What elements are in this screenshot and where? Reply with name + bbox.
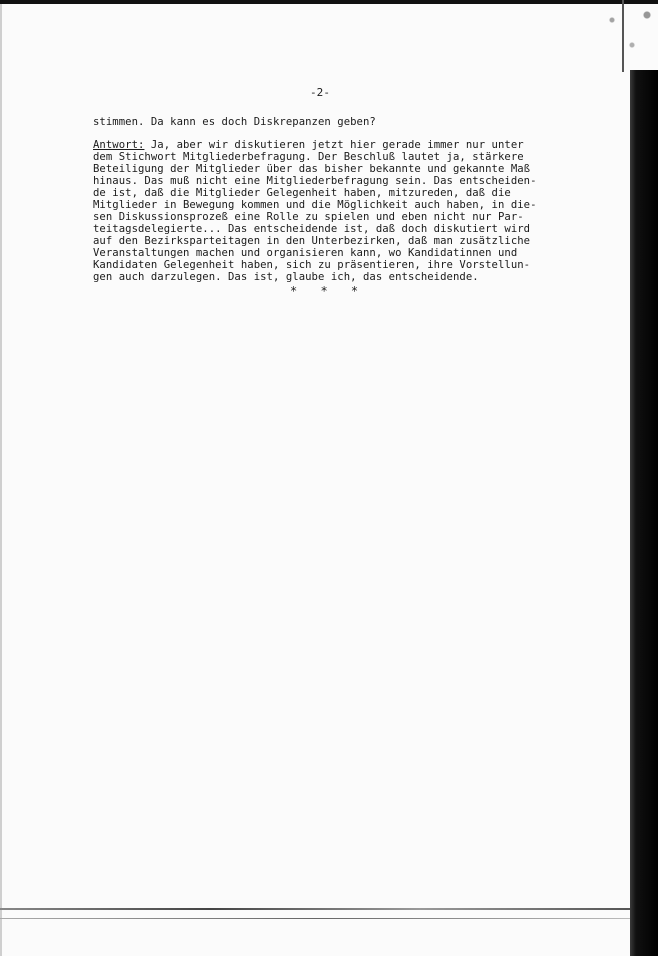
scan-corner-artifact (592, 0, 658, 72)
answer-line: Veranstaltungen machen und organisieren kann, wo Kandidatinnen und (93, 247, 518, 259)
answer-line: Kandidaten Gelegenheit haben, sich zu präsentieren, ihre Vorstellun- (93, 259, 531, 271)
answer-line: hinaus. Das muß nicht eine Mitgliederbefragung sein. Das entscheiden- (93, 175, 537, 187)
scan-bottom-artifact (0, 908, 630, 910)
answer-line: dem Stichwort Mitgliederbefragung. Der Beschluß lautet ja, stärkere (93, 151, 524, 163)
answer-label: Antwort: (93, 139, 145, 151)
page-number: -2- (310, 86, 331, 99)
scan-top-edge (0, 0, 658, 4)
scan-left-edge (0, 0, 2, 956)
opening-line: stimmen. Da kann es doch Diskrepanzen geben? (93, 116, 376, 128)
answer-line: de ist, daß die Mitglieder Gelegenheit haben, mitzureden, daß die (93, 187, 511, 199)
answer-first-line (93, 139, 524, 151)
answer-line: gen auch darzulegen. Das ist, glaube ich, das entscheidende. (93, 271, 479, 283)
answer-line: teitagsdelegierte... Das entscheidende ist, daß doch diskutiert wird (93, 223, 531, 235)
answer-line: Beteiligung der Mitglieder über das bisher bekannte und gekannte Maß (93, 163, 531, 175)
answer-line: Ja, aber wir diskutieren jetzt hier gerade immer nur unter (144, 139, 524, 151)
answer-line: sen Diskussionsprozeß eine Rolle zu spielen und eben nicht nur Par- (93, 211, 524, 223)
scan-right-edge (630, 70, 658, 956)
answer-line: auf den Bezirksparteitagen in den Unterbezirken, daß man zusätzliche (93, 235, 531, 247)
section-separator: * * * (290, 284, 367, 298)
answer-line: Mitglieder in Bewegung kommen und die Möglichkeit auch haben, in die- (93, 199, 537, 211)
scan-bottom-artifact-2 (0, 918, 630, 919)
